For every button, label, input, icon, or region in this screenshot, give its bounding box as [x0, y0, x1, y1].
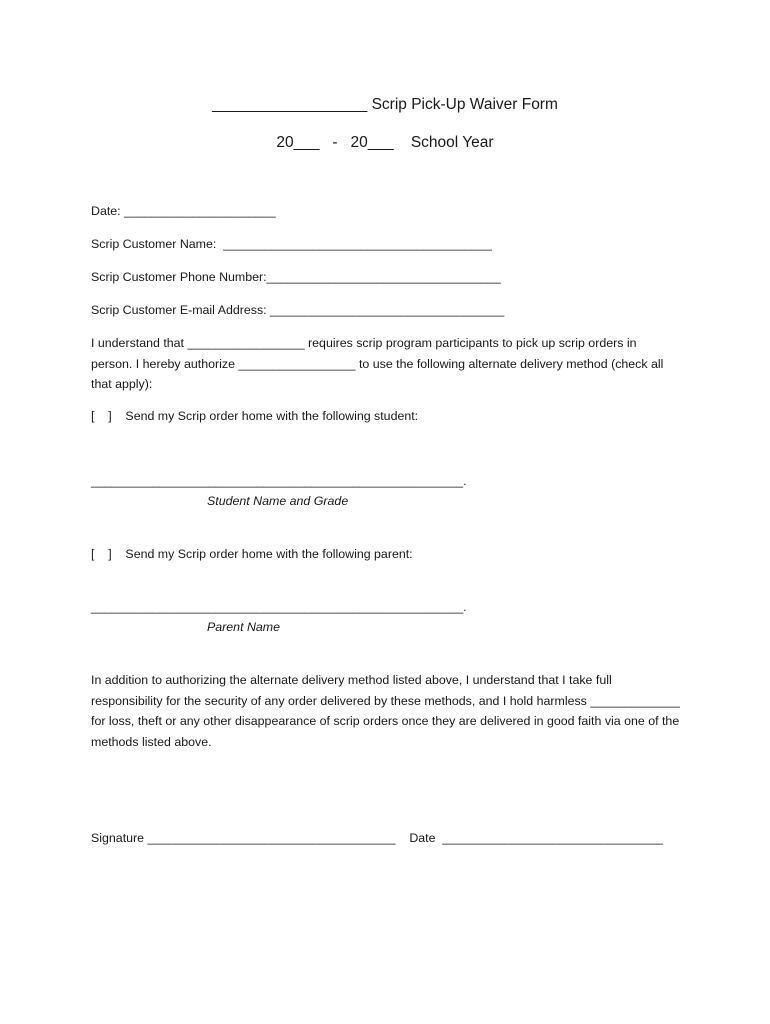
parent-caption: Parent Name — [207, 620, 281, 634]
parent-option-checkbox[interactable]: [ ] Send my Scrip order home with the following parent: — [91, 547, 413, 561]
customer-name-field[interactable]: Scrip Customer Name: _______________________________________ — [91, 237, 492, 251]
date-field[interactable]: Date: ______________________ — [91, 204, 276, 218]
school-year-line: 20___ - 20___ School Year — [276, 134, 494, 151]
student-option-checkbox[interactable]: [ ] Send my Scrip order home with the following student: — [91, 409, 419, 423]
form-title: __________________ Scrip Pick-Up Waiver Form — [212, 96, 558, 113]
responsibility-paragraph: In addition to authorizing the alternate delivery method listed above, I understand that I take full responsibility for the security of any order delivered by these methods, and I hold harmless _____________ for loss, theft or any other disappearance of scrip orders once they are delivered in good faith via one of the methods listed above. — [91, 673, 680, 749]
student-caption: Student Name and Grade — [207, 494, 349, 508]
student-name-field[interactable]: ______________________________________________________. — [91, 474, 467, 488]
authorization-paragraph: I understand that _________________ requires scrip program participants to pick up scrip orders in person. I hereby authorize _________________ to use the following alternate delivery method (check all that apply): — [91, 336, 664, 391]
parent-name-field[interactable]: ______________________________________________________. — [91, 600, 467, 614]
customer-phone-field[interactable]: Scrip Customer Phone Number:__________________________________ — [91, 270, 501, 284]
customer-email-field[interactable]: Scrip Customer E-mail Address: __________________________________ — [91, 303, 505, 317]
signature-date-line[interactable]: Signature ____________________________________ Date ________________________________ — [91, 831, 663, 845]
